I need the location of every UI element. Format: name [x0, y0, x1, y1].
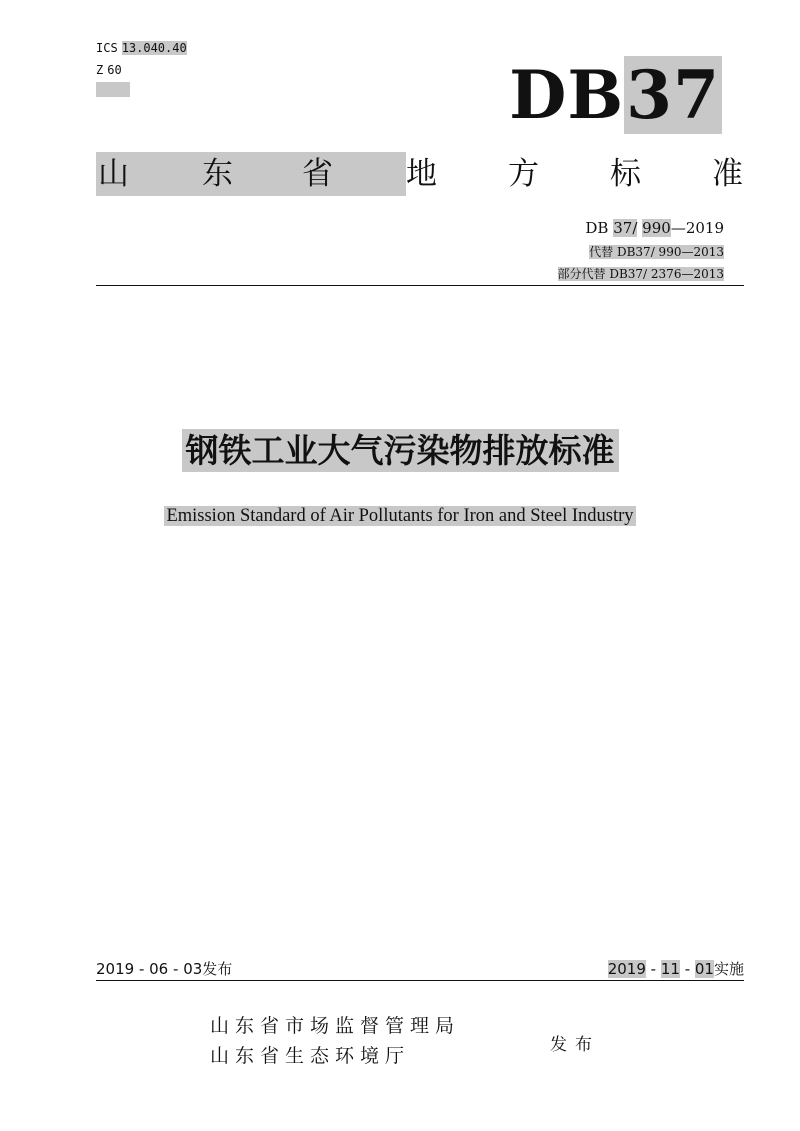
header-divider: [96, 285, 744, 286]
issue-month: 06: [149, 960, 169, 978]
implement-year: 2019: [607, 960, 646, 978]
partially-replaces-note: [558, 266, 724, 282]
implement-day: 01: [694, 960, 714, 978]
title-chinese-text: 钢铁工业大气污染物排放标准: [182, 429, 619, 472]
standard-number-value: 990: [642, 219, 671, 237]
issue-suffix: 发布: [202, 960, 233, 978]
banner-highlight: [96, 152, 406, 196]
implement-month: 11: [660, 960, 680, 978]
partially-replaces-text: 部分代替 DB37/ 2376—2013: [557, 267, 724, 281]
replaces-note: [589, 244, 724, 260]
issuer-market-regulation: 山东省市场监督管理局: [210, 1015, 461, 1037]
db-logo: [509, 58, 722, 132]
document-title-english: [0, 504, 800, 528]
ccs-label: Z: [96, 63, 104, 77]
replaces-text: 代替 DB37/ 990—2013: [589, 245, 724, 259]
issue-sep: -: [168, 960, 184, 978]
issue-sep: -: [134, 960, 150, 978]
ccs-value: 60: [107, 63, 122, 77]
ccs-code: [96, 62, 122, 78]
publish-label: 发布: [550, 1035, 600, 1055]
standard-number-year: —2019: [670, 219, 724, 237]
db-logo-number: 37: [626, 56, 720, 134]
issue-year: 2019: [96, 960, 135, 978]
standard-number: [585, 218, 724, 238]
category-char: 省: [302, 156, 333, 192]
document-title-chinese: [0, 428, 800, 474]
implement-suffix: 实施: [713, 960, 744, 978]
ics-code: [96, 40, 187, 56]
standard-category-banner: [96, 152, 746, 196]
category-char: 东: [202, 156, 233, 192]
category-char: 标: [610, 156, 641, 192]
ics-value: 13.040.40: [121, 41, 187, 55]
category-char: 地: [406, 156, 437, 192]
category-char: 准: [712, 156, 743, 192]
issue-date: [96, 958, 232, 980]
implement-sep: -: [679, 960, 695, 978]
category-char: 山: [98, 156, 129, 192]
title-english-text: Emission Standard of Air Pollutants for Iron and Steel Industry: [166, 506, 634, 526]
issuer-ecology-environment: 山东省生态环境厅: [210, 1045, 411, 1067]
implement-sep: -: [645, 960, 661, 978]
implementation-date: [608, 958, 744, 980]
issue-day: 03: [183, 960, 203, 978]
footer-divider: [96, 980, 744, 981]
filing-number-placeholder: [96, 82, 130, 97]
category-char: 方: [508, 156, 539, 192]
standard-number-prefix: DB: [585, 219, 609, 237]
standard-number-province: 37/: [613, 219, 638, 237]
ics-label: ICS: [96, 41, 118, 55]
db-logo-prefix: DB: [509, 56, 625, 134]
